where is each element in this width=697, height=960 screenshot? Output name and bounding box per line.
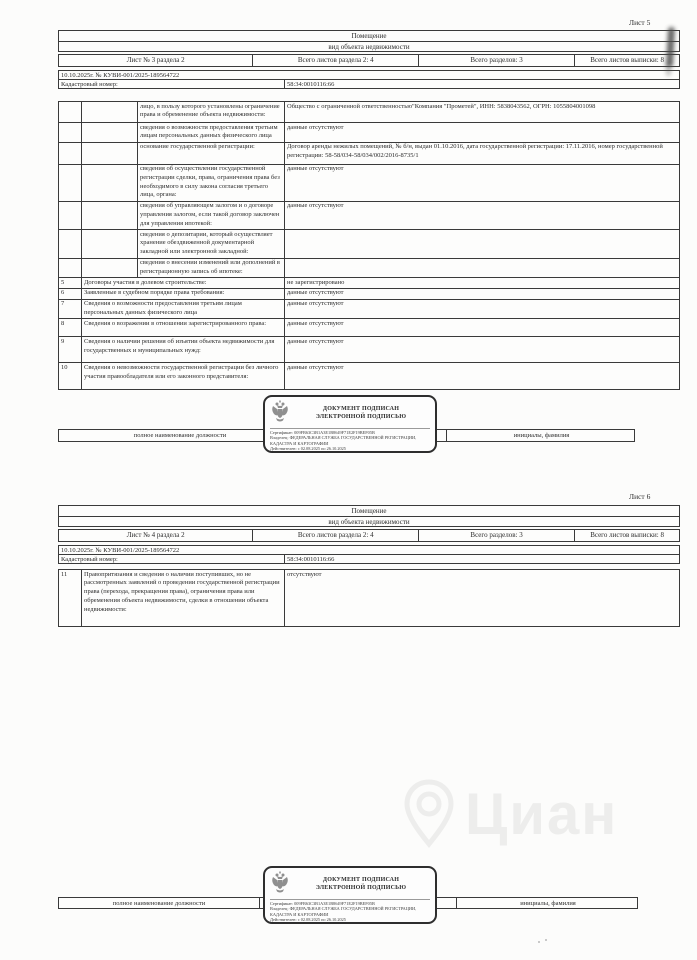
stamp-validity: Действителен: с 02.08.2025 по 26.10.2025 [270, 917, 346, 922]
stamp-header [270, 400, 430, 427]
name-label: инициалы, фамилия [446, 430, 636, 442]
table-row [59, 299, 679, 319]
row-value: отсутствуют [284, 570, 679, 626]
row-number: 9 [61, 337, 65, 345]
object-type-caption: вид объекта недвижимости [59, 516, 679, 526]
sheet5-date-number: 10.10.2025г. № КУВИ-001/2025-189564722 [58, 70, 680, 80]
row-value: данные отсутствуют [284, 202, 679, 229]
sheet6-object-type-table [58, 505, 680, 527]
spacer-cell [81, 123, 137, 142]
total-sheets-section: Всего листов раздела 2: 4 [252, 55, 418, 66]
cadastral-value: 58:34:0010116:66 [284, 80, 679, 89]
row-label: Сведения о невозможности государственной регистрации без личного участия правообладателя или его законного представителя: [81, 363, 284, 389]
table-row [59, 229, 679, 257]
stamp-details [270, 428, 430, 452]
spacer-cell [81, 143, 137, 164]
sheet5-page-number: Лист 5 [629, 18, 651, 27]
sheet-info: Лист № 3 раздела 2 [126, 56, 185, 64]
esignature-stamp [263, 395, 437, 453]
object-type-caption: вид объекта недвижимости [59, 41, 679, 51]
watermark-text: Циан [465, 781, 619, 847]
table-row [59, 336, 679, 362]
total-sections: Всего разделов: 3 [418, 55, 574, 66]
sheet6-main-table [58, 569, 680, 627]
position-label: полное наименование должности [133, 432, 227, 439]
scan-artifact-smudge [666, 62, 671, 76]
row-value: данные отсутствуют [284, 123, 679, 142]
row-number-cell [59, 259, 81, 278]
table-row [59, 570, 679, 626]
sheet6-page-number: Лист 6 [629, 492, 651, 501]
total-sections: Всего разделов: 3 [418, 530, 574, 541]
sheet-info: Лист № 4 раздела 2 [126, 531, 185, 539]
scan-speck [545, 939, 547, 941]
stamp-title-line1: ДОКУМЕНТ ПОДПИСАН [322, 406, 400, 412]
object-type: Помещение [351, 507, 387, 515]
total-sheets-extract: Всего листов выписки: 8 [574, 55, 679, 66]
total-sheets-extract: Всего листов выписки: 8 [574, 530, 679, 541]
cadastral-label: Кадастровый номер: [61, 556, 118, 563]
sheet5-object-type-table [58, 30, 680, 52]
sheet5-main-table [58, 101, 680, 390]
stamp-header [270, 871, 430, 898]
stamp-title-line1: ДОКУМЕНТ ПОДПИСАН [322, 877, 400, 883]
row-number: 8 [61, 319, 65, 327]
row-value: данные отсутствуют [284, 165, 679, 201]
row-label: Правопритязания и сведения о наличии поступивших, но не рассмотренных заявлений о проведении государственной регистрации права (перехода, прекращения права), ограничения права или обременения объекта недвижимости, сделки в отношении объекта недвижимости: [81, 570, 284, 626]
row-value: данные отсутствуют [284, 319, 679, 336]
row-value [284, 259, 679, 278]
row-number: 10 [61, 363, 68, 371]
position-label: полное наименование должности [112, 900, 206, 907]
row-label: основание государственной регистрации: [137, 143, 284, 164]
row-label: Сведения о возможности предоставления третьим лицам персональных данных физического лица [81, 300, 284, 319]
spacer-cell [81, 202, 137, 229]
table-row [59, 318, 679, 336]
row-number: 11 [61, 570, 68, 578]
stamp-certificate: Сертификат: 009FB63C3B1A3E1B8649F71E2F19BEF05B [270, 900, 375, 906]
row-label: Договоры участия в долевом строительстве: [81, 278, 284, 288]
total-sheets-section: Всего листов раздела 2: 4 [252, 530, 418, 541]
sheet5-cadastral-row [58, 79, 680, 89]
esignature-stamp [263, 866, 437, 924]
row-label: Заявленные в судебном порядке права требования: [81, 289, 284, 299]
stamp-title [292, 406, 430, 421]
stamp-details [270, 899, 430, 923]
cian-pin-icon [403, 778, 455, 850]
row-label: сведения об осуществлении государственной регистрации сделки, права, ограничения права без необходимого в силу закона согласия третьего лица, органа: [137, 165, 284, 201]
row-label: сведения о внесении изменений или дополнений в регистрационную запись об ипотеке: [137, 259, 284, 278]
stamp-certificate: Сертификат: 009FB63C3B1A3E1B8649F71E2F19BEF05B [270, 429, 375, 435]
stamp-title-line2: ЭЛЕКТРОННОЙ ПОДПИСЬЮ [315, 413, 407, 420]
row-label: Сведения о наличии решения об изъятии объекта недвижимости для государственных и муниципальных нужд: [81, 337, 284, 362]
spacer-cell [81, 102, 137, 122]
row-number: 5 [61, 278, 65, 286]
row-label: сведения об управляющем залогом и о договоре управления залогом, если такой договор заключен для управления ипотекой: [137, 202, 284, 229]
table-row [59, 277, 679, 288]
spacer-cell [81, 165, 137, 201]
spacer-cell [81, 259, 137, 278]
stamp-owner: Владелец: ФЕДЕРАЛЬНАЯ СЛУЖБА ГОСУДАРСТВЕННОЙ РЕГИСТРАЦИИ, КАДАСТРА И КАРТОГРАФИИ [270, 435, 417, 446]
row-value: Общество с ограниченной ответственностью"Компания "Прометей", ИНН: 5838043562, ОГРН: 1055804001098 [284, 102, 679, 122]
stamp-title [292, 877, 430, 892]
row-value: данные отсутствуют [284, 300, 679, 319]
row-label: сведения о возможности предоставления третьим лицам персональных данных физического лица [137, 123, 284, 142]
sheet5-counts-table [58, 54, 680, 67]
sheet5 [58, 30, 680, 390]
stamp-validity: Действителен: с 02.08.2025 по 26.10.2025 [270, 446, 346, 451]
row-value: не зарегистрировано [284, 278, 679, 288]
row-value: данные отсутствуют [284, 337, 679, 362]
row-number-cell [59, 202, 81, 229]
row-number: 6 [61, 289, 65, 297]
table-row [59, 201, 679, 229]
row-label: Сведения о возражении в отношении зарегистрированного права: [81, 319, 284, 336]
table-row [59, 142, 679, 164]
coat-of-arms-eagle-icon [270, 400, 292, 427]
name-label: инициалы, фамилия [456, 898, 639, 909]
row-number-cell [59, 102, 81, 122]
cian-watermark [403, 778, 618, 850]
cadastral-label: Кадастровый номер: [61, 81, 118, 88]
coat-of-arms-eagle-icon [270, 871, 292, 898]
sheet6-counts-table [58, 529, 680, 542]
row-label: лицо, в пользу которого установлены ограничение права и обременение объекта недвижимости: [137, 102, 284, 122]
spacer-cell [81, 230, 137, 257]
sheet6-cadastral-row [58, 554, 680, 564]
row-number: 7 [61, 300, 65, 308]
stamp-owner: Владелец: ФЕДЕРАЛЬНАЯ СЛУЖБА ГОСУДАРСТВЕННОЙ РЕГИСТРАЦИИ, КАДАСТРА И КАРТОГРАФИИ [270, 906, 417, 917]
table-row [59, 102, 679, 122]
cadastral-value: 58:34:0010116:66 [284, 555, 679, 564]
sheet6 [58, 505, 680, 627]
table-row [59, 362, 679, 389]
row-value: данные отсутствуют [284, 363, 679, 389]
object-type: Помещение [351, 32, 387, 40]
row-number-cell [59, 230, 81, 257]
row-value: Договор аренды нежилых помещений, № б/н, выдан 01.10.2016, дата государственной регистрации: 17.11.2016, номер государственной регистрации: 58-58/034-58/034/002/2016-8735/1 [284, 143, 679, 164]
table-row [59, 164, 679, 201]
row-value: данные отсутствуют [284, 289, 679, 299]
row-number-cell [59, 143, 81, 164]
table-row [59, 288, 679, 299]
stamp-title-line2: ЭЛЕКТРОННОЙ ПОДПИСЬЮ [315, 884, 407, 891]
table-row [59, 258, 679, 278]
row-number-cell [59, 123, 81, 142]
row-label: сведения о депозитарии, который осуществляет хранение обездвиженной документарной закладной или электронной закладной: [137, 230, 284, 257]
sheet6-date-number: 10.10.2025г. № КУВИ-001/2025-189564722 [58, 545, 680, 555]
scan-speck [538, 941, 540, 943]
row-number-cell [59, 165, 81, 201]
row-value [284, 230, 679, 257]
table-row [59, 122, 679, 142]
